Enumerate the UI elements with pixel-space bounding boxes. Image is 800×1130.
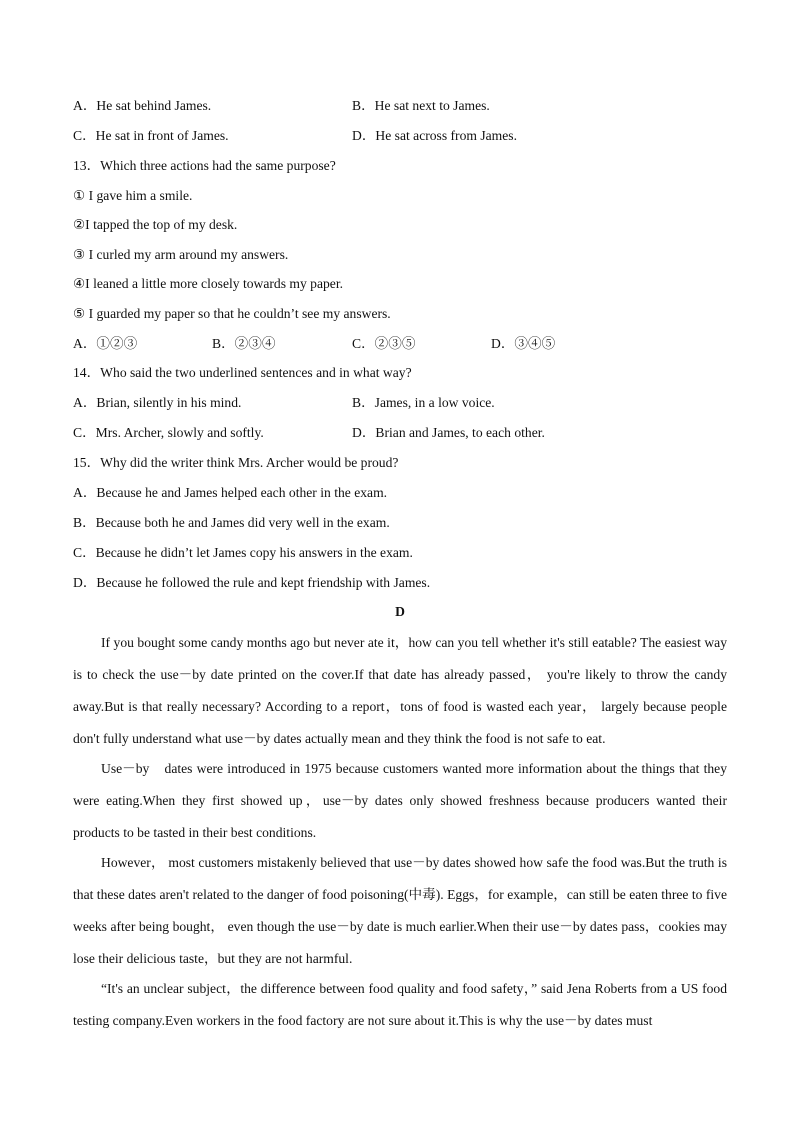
q13-option-a: A．①②③ [73, 336, 138, 351]
section-d-paragraph-4: “It's an unclear subject，the difference between food quality and food safety，” said Jena Roberts from a US food testing company.Even workers in the food factory are not sure about it.This is why the use－by dates must [73, 981, 727, 1028]
section-d-paragraph-1: If you bought some candy months ago but never ate it，how can you tell whether it's still eatable? The easiest way is to check the use－by date printed on the cover.If that date has already passed， you're likely to throw the candy away.But is that really necessary? According to a report，tons of food is wasted each year， largely because people don't fully understand what use－by dates actually mean and they think the food is not safe to eat. [73, 635, 727, 746]
section-d-heading: D [395, 604, 405, 619]
q14-option-b: B．James, in a low voice. [352, 395, 495, 410]
q13-item-2: ②I tapped the top of my desk. [73, 217, 238, 232]
q13-item-1: ① I gave him a smile. [73, 188, 193, 203]
q12-option-c: C．He sat in front of James. [73, 128, 229, 143]
q13-item-4: ④I leaned a little more closely towards my paper. [73, 276, 344, 291]
q13-option-d: D．③④⑤ [491, 336, 556, 351]
section-d-paragraph-3: However， most customers mistakenly believed that use－by dates showed how safe the food was.But the truth is that these dates aren't related to the danger of food poisoning(中毒). Eggs，for example，can still be eaten three to five weeks after being bought， even though the use－by date is much earlier.When their use－by dates pass，cookies may lose their delicious taste，but they are not harmful. [73, 855, 727, 966]
q13-item-3: ③ I curled my arm around my answers. [73, 247, 289, 262]
q12-option-a: A．He sat behind James. [73, 98, 212, 113]
q14-option-a: A．Brian, silently in his mind. [73, 395, 242, 410]
q13-option-c: C．②③⑤ [352, 336, 416, 351]
section-d-paragraph-2: Use－by dates were introduced in 1975 because customers wanted more information about the things that they were eating.When they first showed up，use－by dates only showed freshness because producers wanted their products to be tasted in their best conditions. [73, 761, 727, 840]
q15-option-d: D．Because he followed the rule and kept friendship with James. [73, 575, 431, 590]
q14-option-c: C．Mrs. Archer, slowly and softly. [73, 425, 264, 440]
q13-option-b: B．②③④ [212, 336, 276, 351]
q13-question: 13．Which three actions had the same purpose? [73, 158, 336, 173]
q15-question: 15．Why did the writer think Mrs. Archer would be proud? [73, 455, 399, 470]
q15-option-b: B．Because both he and James did very well in the exam. [73, 515, 390, 530]
q15-option-a: A．Because he and James helped each other in the exam. [73, 485, 388, 500]
q14-option-d: D．Brian and James, to each other. [352, 425, 545, 440]
q14-question: 14．Who said the two underlined sentences and in what way? [73, 365, 412, 380]
q12-option-b: B．He sat next to James. [352, 98, 490, 113]
q13-item-5: ⑤ I guarded my paper so that he couldn’t see my answers. [73, 306, 391, 321]
q15-option-c: C．Because he didn’t let James copy his answers in the exam. [73, 545, 413, 560]
q12-option-d: D．He sat across from James. [352, 128, 517, 143]
